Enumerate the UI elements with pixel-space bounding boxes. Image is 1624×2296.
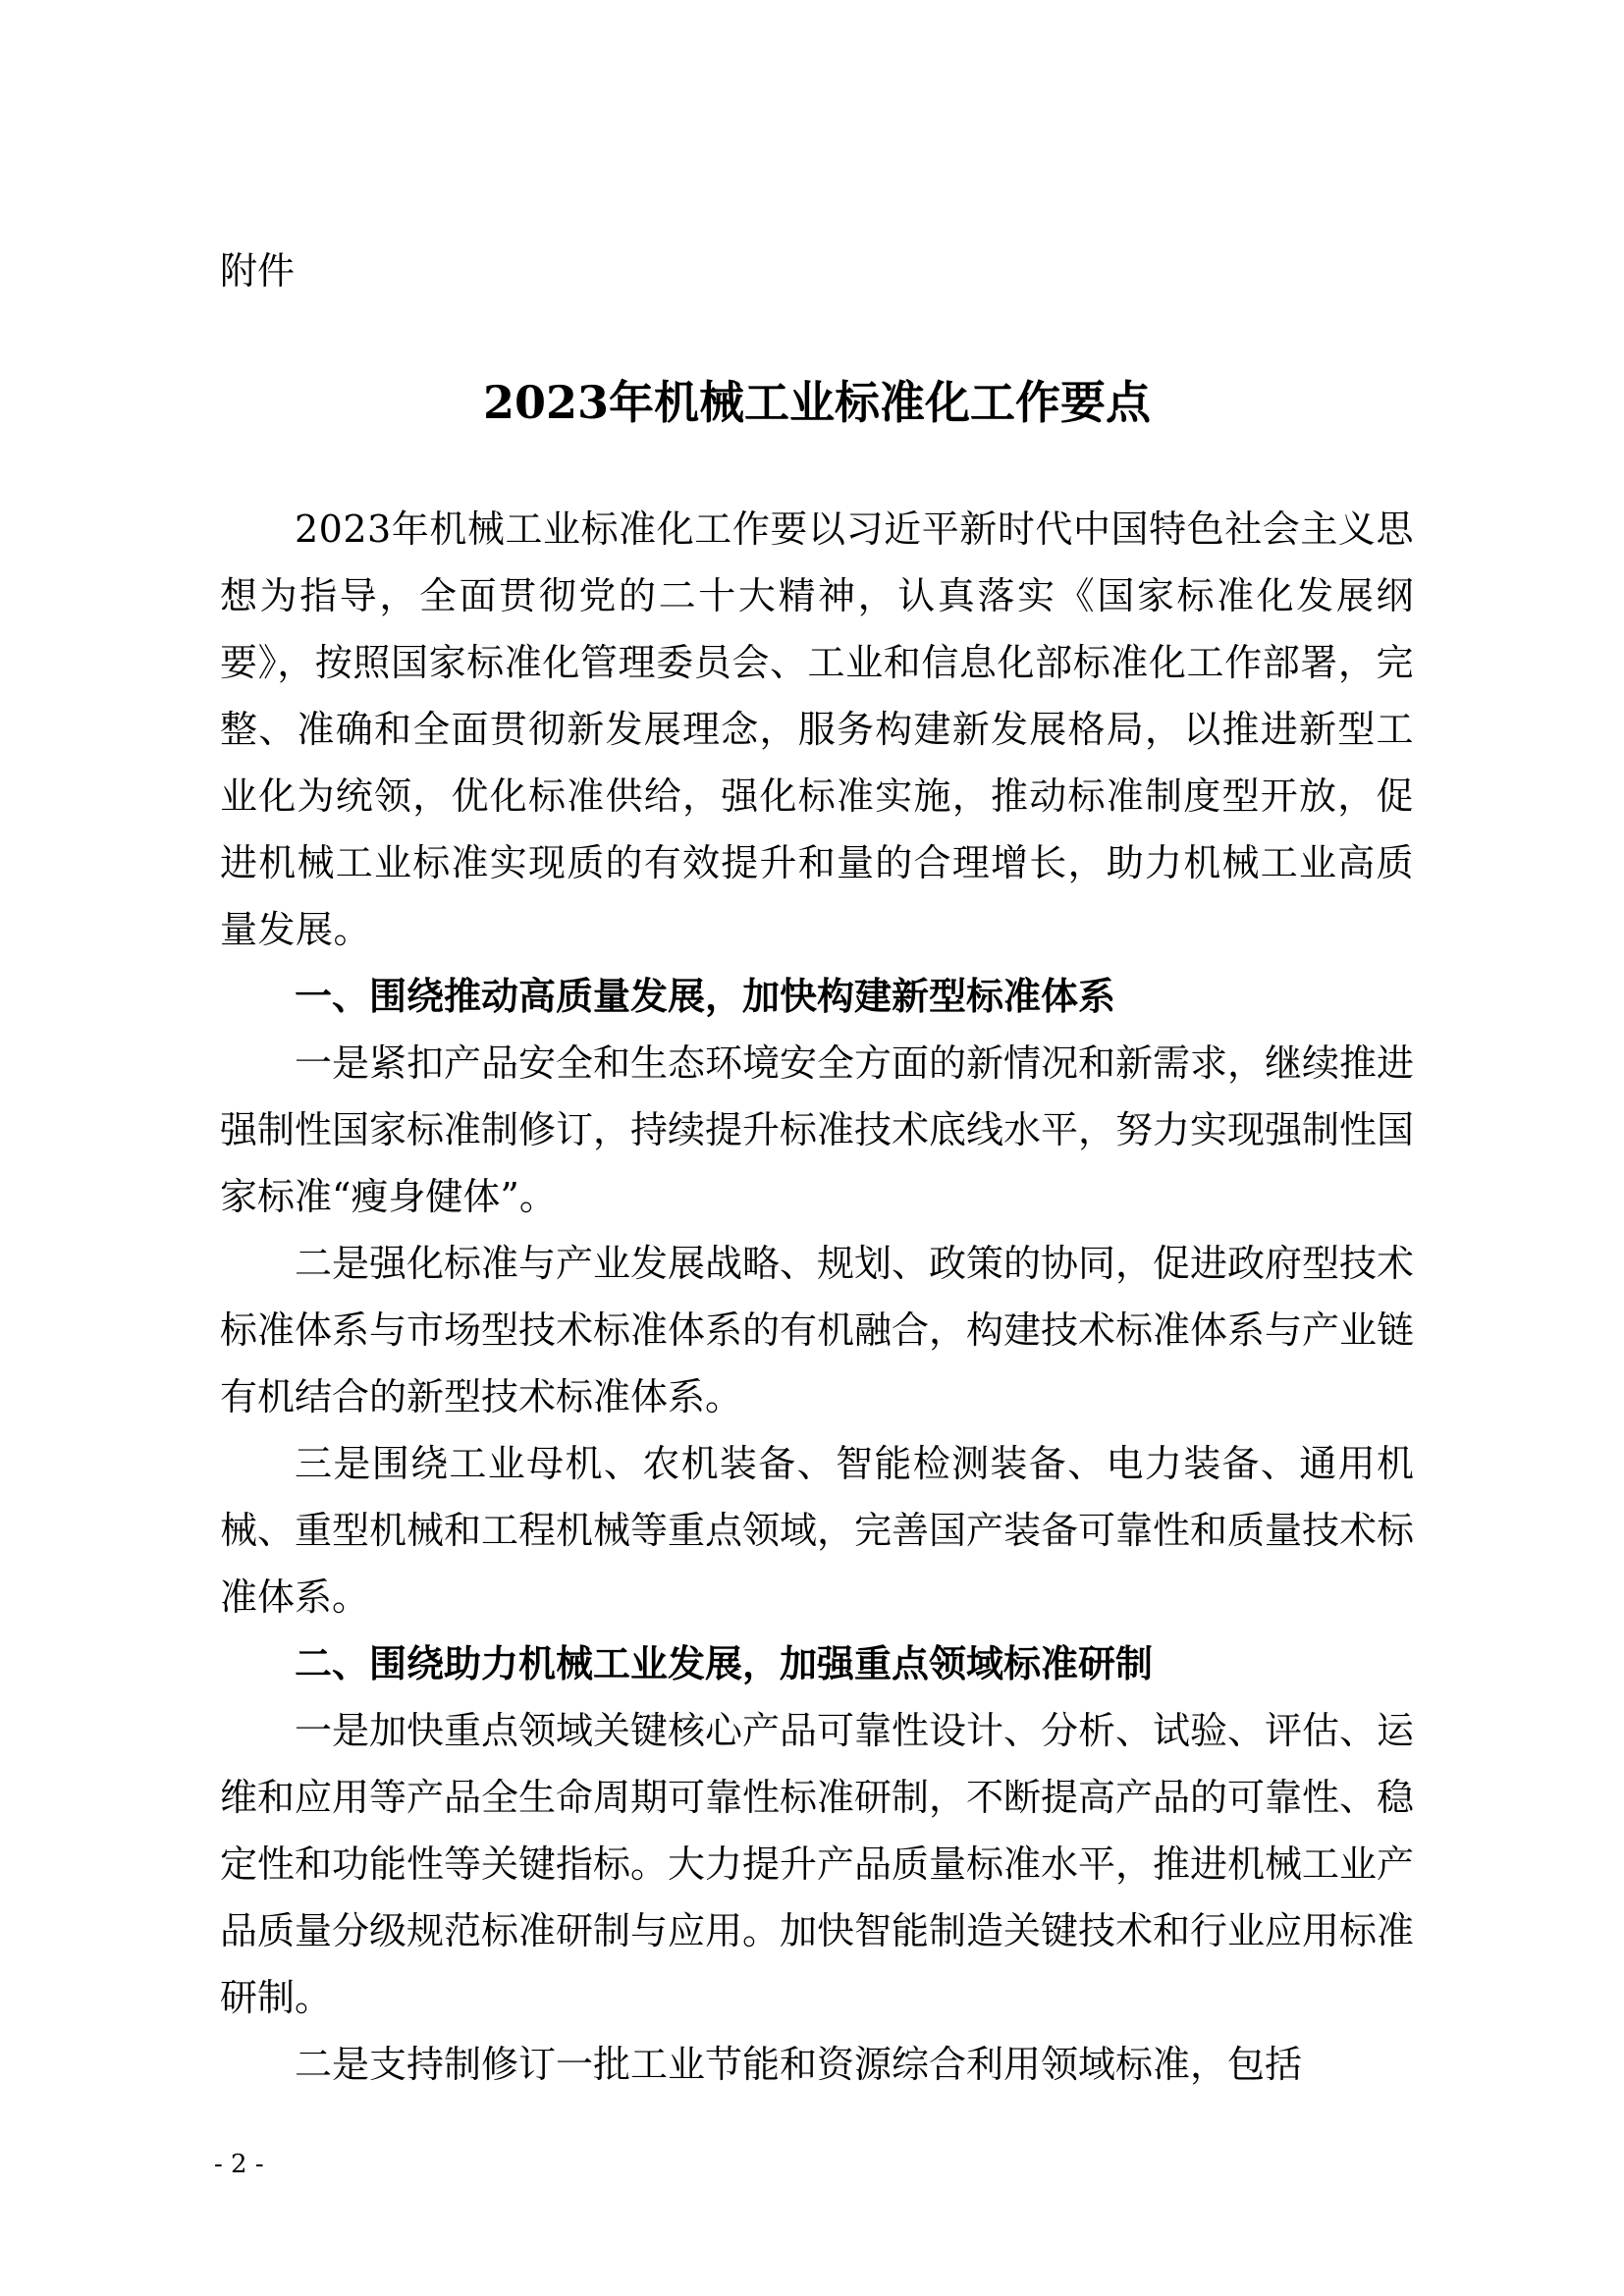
attachment-label: 附件 <box>220 249 296 293</box>
intro-paragraph: 2023年机械工业标准化工作要以习近平新时代中国特色社会主义思想为指导，全面贯彻党的二十大精神，认真落实《国家标准化发展纲要》，按照国家标准化管理委员会、工业和信息化部标准化工作部署，完整、准确和全面贯彻新发展理念，服务构建新发展格局，以推进新型工业化为统领，优化标准供给，强化标准实施，推动标准制度型开放，促进机械工业标准实现质的有效提升和量的合理增长，助力机械工业高质量发展。 <box>220 507 1414 951</box>
body-paragraph: 一是加快重点领域关键核心产品可靠性设计、分析、试验、评估、运维和应用等产品全生命周期可靠性标准研制，不断提高产品的可靠性、稳定性和功能性等关键指标。大力提升产品质量标准水平，推进机械工业产品质量分级规范标准研制与应用。加快智能制造关键技术和行业应用标准研制。 <box>220 1709 1415 2019</box>
body-paragraph: 一是紧扣产品安全和生态环境安全方面的新情况和新需求，继续推进强制性国家标准制修订，持续提升标准技术底线水平，努力实现强制性国家标准“瘦身健体”。 <box>220 1041 1415 1218</box>
page-number: - 2 - <box>214 2150 264 2179</box>
section-heading: 二、围绕助力机械工业发展，加强重点领域标准研制 <box>295 1642 1154 1685</box>
body-paragraph: 三是围绕工业母机、农机装备、智能检测装备、电力装备、通用机械、重型机械和工程机械等重点领域，完善国产装备可靠性和质量技术标准体系。 <box>220 1442 1415 1619</box>
document-title: 2023年机械工业标准化工作要点 <box>482 376 1152 429</box>
body-paragraph: 二是支持制修订一批工业节能和资源综合利用领域标准，包括 <box>295 2043 1303 2086</box>
document-body <box>220 496 1414 2098</box>
section-heading: 一、围绕推动高质量发展，加快构建新型标准体系 <box>295 975 1116 1018</box>
body-paragraph: 二是强化标准与产业发展战略、规划、政策的协同，促进政府型技术标准体系与市场型技术标准体系的有机融合，构建技术标准体系与产业链有机结合的新型技术标准体系。 <box>220 1242 1415 1418</box>
